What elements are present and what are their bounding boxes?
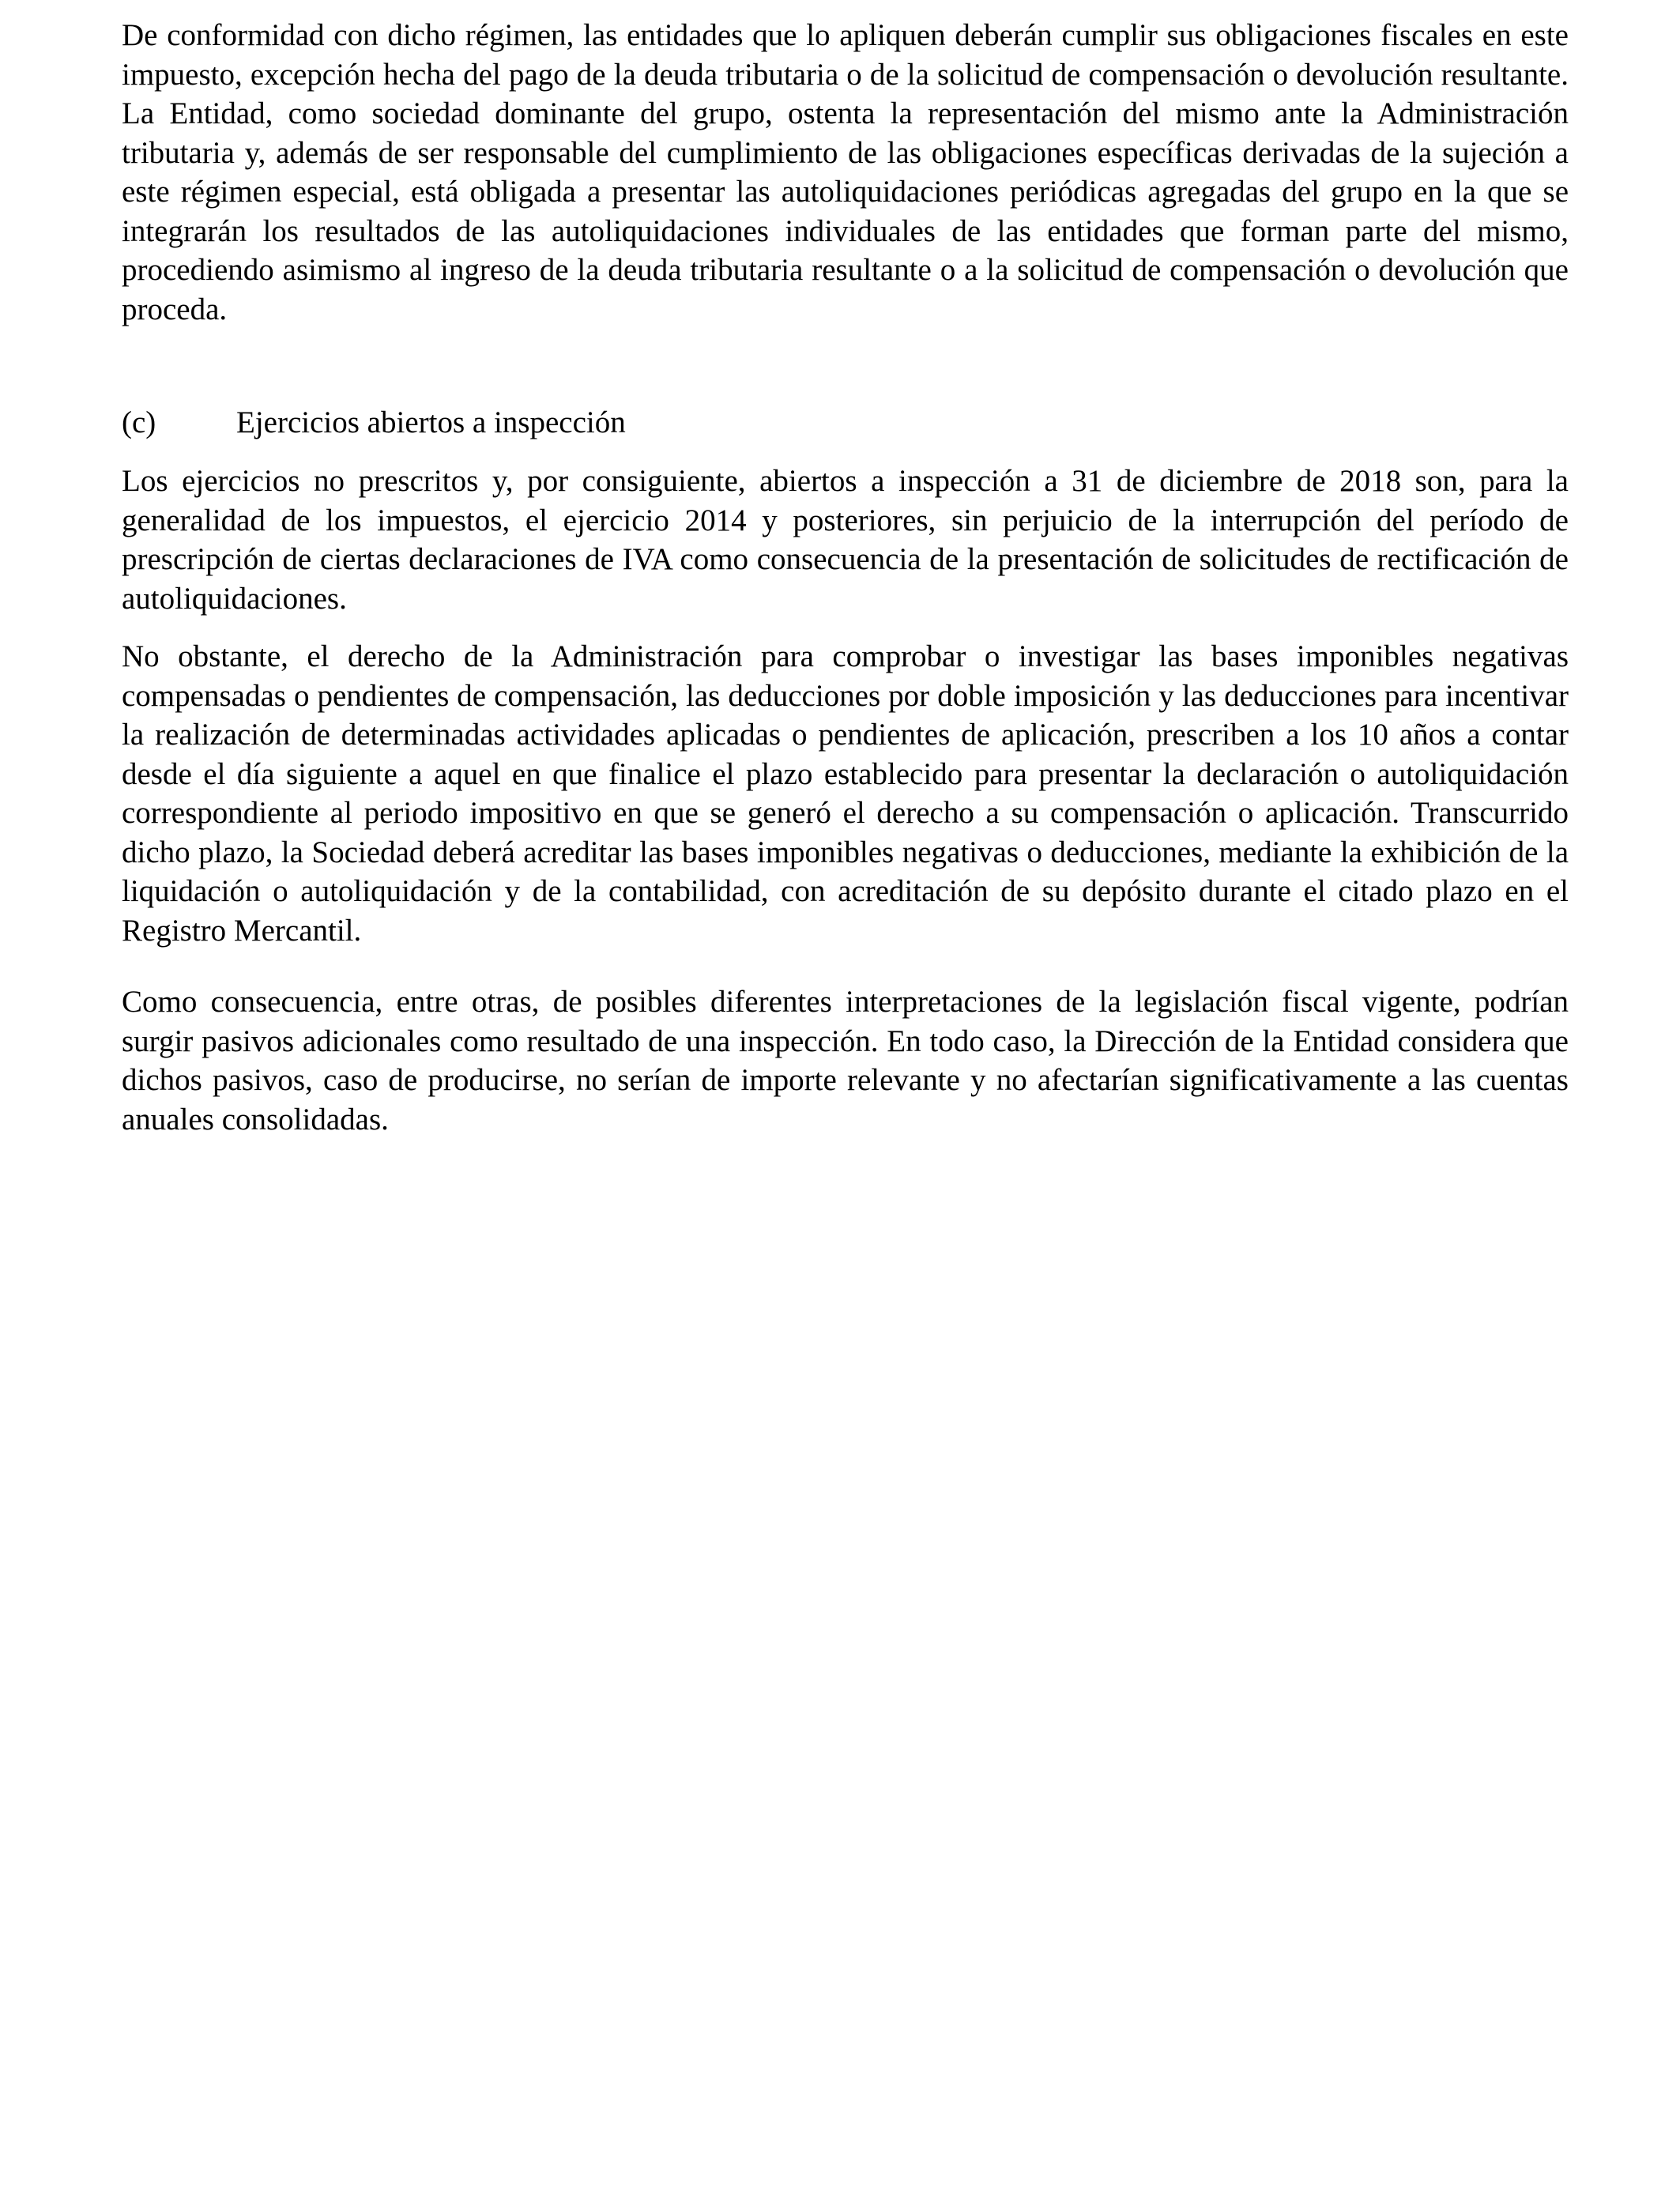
section-number: (c) <box>122 405 156 439</box>
paragraph-consolidated-regime: De conformidad con dicho régimen, las entidades que lo apliquen deberán cumplir sus obligaciones fiscales en este impuesto, excepción hecha del pago de la deuda tributaria o de la solicitud de compensación o devolución resultante. La Entidad, como sociedad dominante del grupo, ostenta la representación del mismo ante la Administración tributaria y, además de ser responsable del cumplimiento de las obligaciones específicas derivadas de la sujeción a este régimen especial, está obligada a presentar las autoliquidaciones periódicas agregadas del grupo en la que se integrarán los resultados de las autoliquidaciones individuales de las entidades que forman parte del mismo, procediendo asimismo al ingreso de la deuda tributaria resultante o a la solicitud de compensación o devolución que proceda. <box>122 18 1569 326</box>
paragraph-additional-liabilities: Como consecuencia, entre otras, de posibles diferentes interpretaciones de la legislación fiscal vigente, podrían surgir pasivos adicionales como resultado de una inspección. En todo caso, la Dirección de la Entidad considera que dichos pasivos, caso de producirse, no serían de importe relevante y no afectarían significativamente a las cuentas anuales consolidadas. <box>122 985 1569 1137</box>
section-title: Ejercicios abiertos a inspección <box>236 405 626 439</box>
section-heading <box>122 403 1569 443</box>
paragraph-administration-rights: No obstante, el derecho de la Administración para comprobar o investigar las bases imponibles negativas compensadas o pendientes de compensación, las deducciones por doble imposición y las deducciones para incentivar la realización de determinadas actividades aplicadas o pendientes de aplicación, prescriben a los 10 años a contar desde el día siguiente a aquel en que finalice el plazo establecido para presentar la declaración o autoliquidación correspondiente al periodo impositivo en que se generó el derecho a su compensación o aplicación. Transcurrido dicho plazo, la Sociedad deberá acreditar las bases imponibles negativas o deducciones, mediante la exhibición de la liquidación o autoliquidación y de la contabilidad, con acreditación de su depósito durante el citado plazo en el Registro Mercantil. <box>122 639 1569 948</box>
paragraph-open-years: Los ejercicios no prescritos y, por consiguiente, abiertos a inspección a 31 de diciembre de 2018 son, para la generalidad de los impuestos, el ejercicio 2014 y posteriores, sin perjuicio de la interrupción del período de prescripción de ciertas declaraciones de IVA como consecuencia de la presentación de solicitudes de rectificación de autoliquidaciones. <box>122 464 1569 616</box>
